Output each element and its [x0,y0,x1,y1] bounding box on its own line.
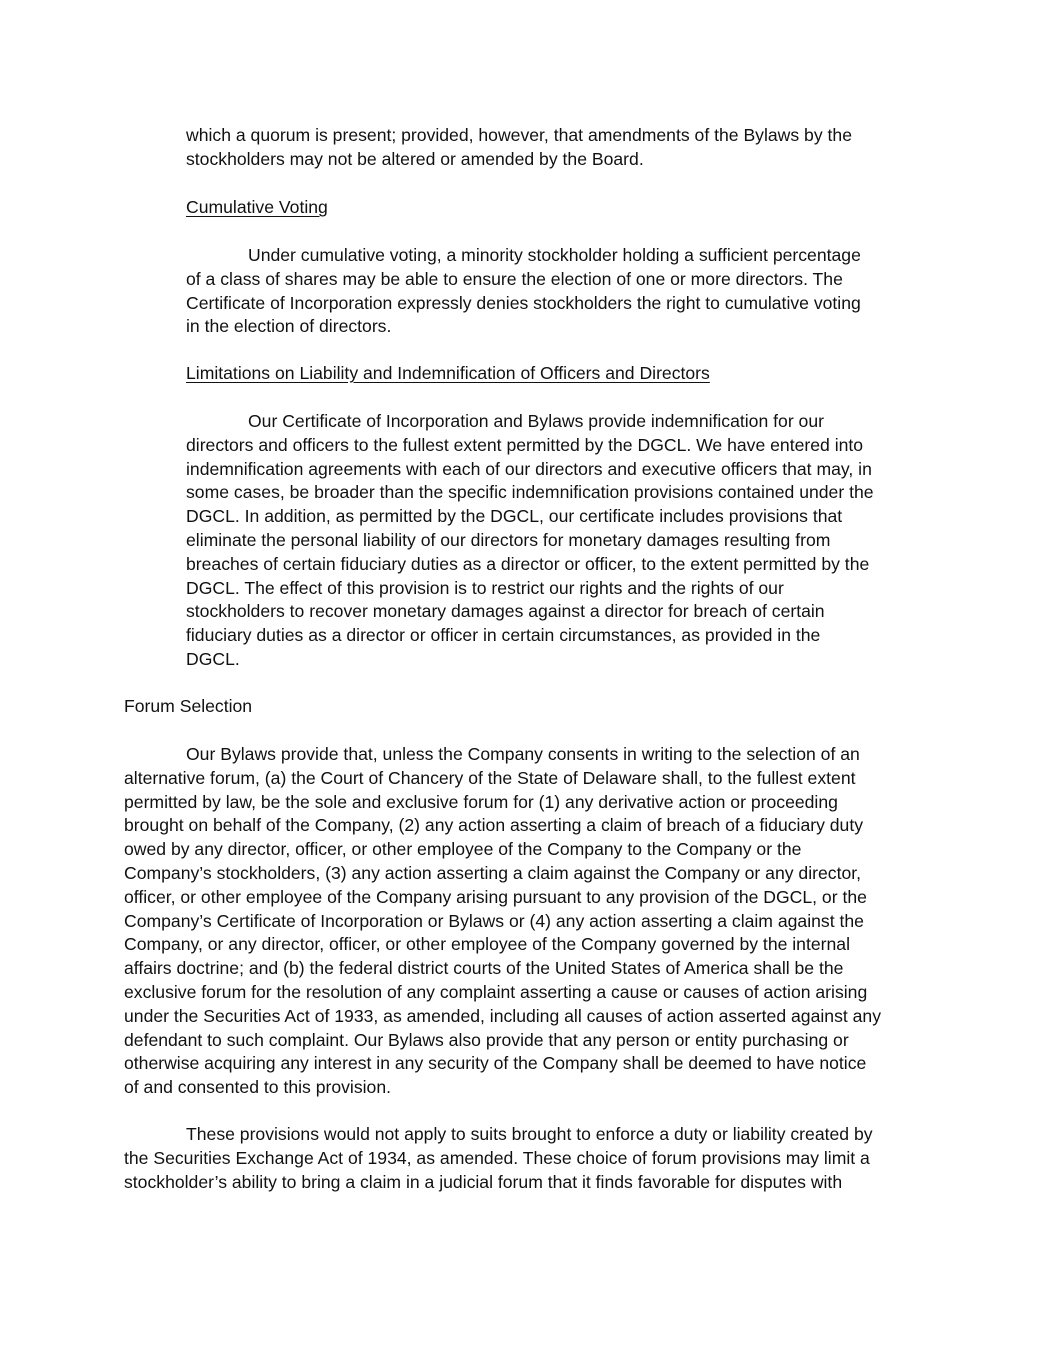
cumulative-voting-paragraph: Under cumulative voting, a minority stockholder holding a sufficient percentage of a class of shares may be able to ensure the election of one or more directors. The Certificate of Incorporation expressly denies stockholders the right to cumulative voting in the election of directors. [186,245,861,337]
limitations-paragraph: Our Certificate of Incorporation and Bylaws provide indemnification for our directors and officers to the fullest extent permitted by the DGCL. We have entered into indemnification agreements with each of our directors and executive officers that may, in some cases, be broader than the specific indemnification provisions contained under the DGCL. In addition, as permitted by the DGCL, our certificate includes provisions that eliminate the personal liability of our directors for monetary damages resulting from breaches of certain fiduciary duties as a director or officer, to the extent permitted by the DGCL. The effect of this provision is to restrict our rights and the rights of our stockholders to recover monetary damages against a director for breach of certain fiduciary duties as a director or officer in certain circumstances, as provided in the DGCL. [186,411,874,669]
intro-paragraph: which a quorum is present; provided, however, that amendments of the Bylaws by the stockholders may not be altered or amended by the Board. [186,125,852,169]
cumulative-voting-heading: Cumulative Voting [186,197,328,217]
forum-selection-paragraph-2: These provisions would not apply to suits brought to enforce a duty or liability created by the Securities Exchange Act of 1934, as amended. These choice of forum provisions may limit a stockholder’s ability to bring a claim in a judicial forum that it finds favorable for disputes with [124,1124,873,1192]
limitations-heading: Limitations on Liability and Indemnification of Officers and Directors [186,363,710,383]
forum-selection-heading: Forum Selection [124,696,253,716]
forum-selection-paragraph-1: Our Bylaws provide that, unless the Company consents in writing to the selection of an alternative forum, (a) the Court of Chancery of the State of Delaware shall, to the fullest extent permitted by law, be the sole and exclusive forum for (1) any derivative action or proceeding brought on behalf of the Company, (2) any action asserting a claim of breach of a fiduciary duty owed by any director, officer, or other employee of the Company to the Company or the Company’s stockholders, (3) any action asserting a claim against the Company or any director, officer, or other employee of the Company arising pursuant to any provision of the DGCL, or the Company’s Certificate of Incorporation or Bylaws or (4) any action asserting a claim against the Company, or any director, officer, or other employee of the Company governed by the internal affairs doctrine; and (b) the federal district courts of the United States of America shall be the exclusive forum for the resolution of any complaint asserting a cause or causes of action arising under the Securities Act of 1933, as amended, including all causes of action asserted against any defendant to such complaint. Our Bylaws also provide that any person or entity purchasing or otherwise acquiring any interest in any security of the Company shall be deemed to have notice of and consented to this provision. [124,744,882,1098]
